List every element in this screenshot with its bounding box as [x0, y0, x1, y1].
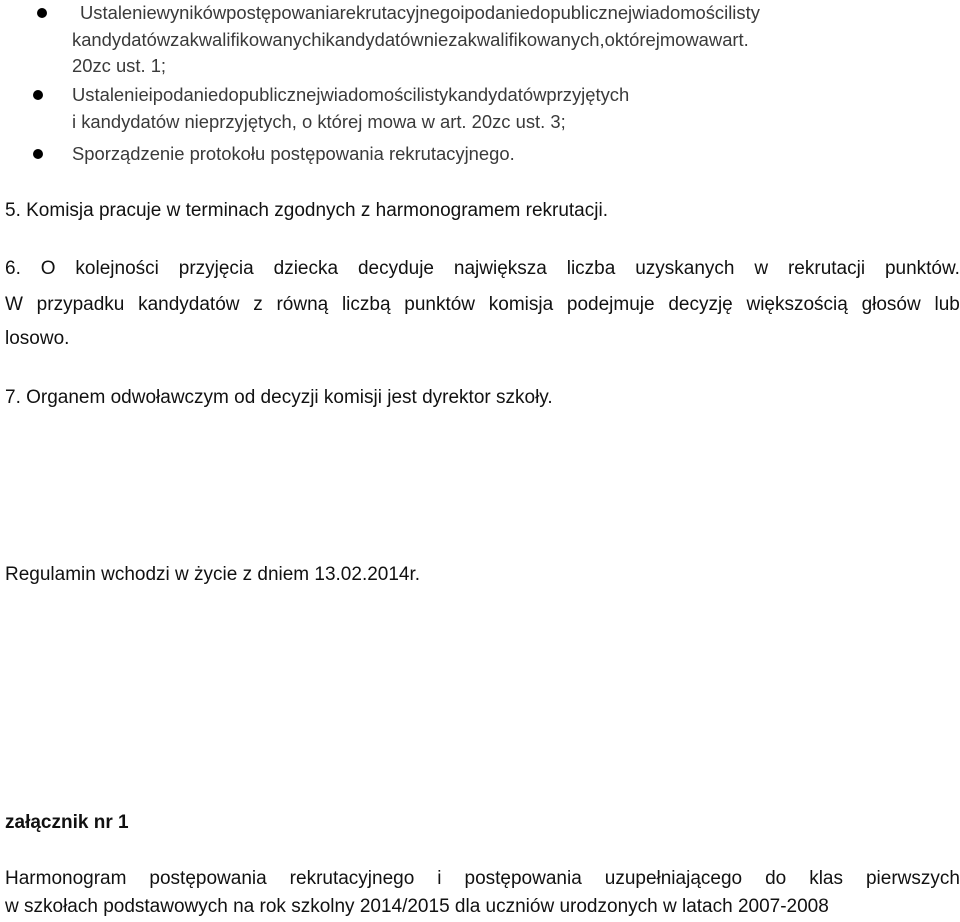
word: W	[5, 294, 23, 315]
word: podanie	[464, 2, 530, 23]
bullet-dot-icon	[33, 149, 43, 159]
word: kandydatów	[138, 294, 240, 315]
word: 6.	[5, 258, 21, 279]
word: wiadomości	[320, 84, 417, 105]
word: liczbą	[341, 294, 391, 315]
word: rekrutacyjnego	[289, 868, 415, 889]
bullet-item-results	[72, 0, 960, 80]
word: art.	[722, 28, 749, 50]
bullet-text-line	[72, 82, 960, 109]
word: pierwszych	[865, 868, 960, 889]
word: do	[218, 84, 239, 105]
word: i	[460, 2, 465, 23]
word: w	[754, 258, 769, 279]
word: równą	[276, 294, 329, 315]
word: o	[604, 28, 615, 50]
word: mowa	[659, 28, 709, 50]
bullet-text-line: Sporządzenie protokołu postępowania rekrutacyjnego.	[72, 143, 515, 164]
word: kandydatów	[448, 84, 547, 105]
word: liczba	[566, 258, 616, 279]
word: rekrutacji	[787, 258, 866, 279]
word: Harmonogram	[5, 868, 127, 889]
word: niezakwalifikowanych,	[423, 28, 605, 50]
word: klas	[809, 868, 843, 889]
word: listy	[728, 2, 760, 23]
word: publicznej	[238, 84, 321, 105]
attachment-description-line: w szkołach podstawowych na rok szkolny 2014/2015 dla uczniów urodzonych w latach 2007-2008	[5, 896, 829, 917]
word: i	[148, 84, 153, 105]
bullet-dot-icon	[33, 90, 43, 100]
attachment-description-line	[5, 864, 960, 894]
word: lub	[934, 294, 960, 315]
word: postępowania	[149, 868, 267, 889]
word: dziecka	[273, 258, 339, 279]
word: O	[40, 258, 56, 279]
bullet-dot-icon	[37, 8, 47, 18]
attachment-heading: załącznik nr 1	[5, 812, 129, 833]
word: Ustalenie	[80, 2, 157, 23]
word: uzyskanych	[635, 258, 735, 279]
word: podanie	[152, 84, 219, 105]
word: przyjęcia	[178, 258, 254, 279]
word: punktów.	[884, 258, 960, 279]
word: do	[529, 2, 551, 23]
word: której	[614, 28, 660, 50]
word: zakwalifikowanych	[170, 28, 322, 50]
word: rekrutacyjnego	[339, 2, 461, 23]
word: głosów	[861, 294, 921, 315]
bullet-item-lists	[72, 82, 960, 135]
word: kandydatów	[325, 28, 424, 50]
word: uzupełniającego	[604, 868, 743, 889]
word: przypadku	[36, 294, 125, 315]
effective-date: Regulamin wchodzi w życie z dniem 13.02.2014r.	[5, 564, 421, 585]
bullet-text-line: i kandydatów nieprzyjętych, o której mowa w art. 20zc ust. 3;	[72, 110, 566, 132]
word: przyjętych	[546, 84, 630, 105]
word: i	[321, 28, 326, 50]
word: i	[437, 868, 442, 889]
bullet-text-line: 20zc ust. 1;	[72, 55, 167, 76]
word: listy	[416, 84, 449, 105]
point-6-line	[5, 254, 960, 284]
word: postępowania	[464, 868, 582, 889]
word: decyzję	[668, 294, 733, 315]
word: podejmuje	[566, 294, 655, 315]
word: publicznej	[550, 2, 633, 23]
word: z	[253, 294, 263, 315]
word: wyników	[156, 2, 227, 23]
point-6-line: losowo.	[5, 328, 70, 349]
word: w	[708, 28, 723, 50]
point-5: 5. Komisja pracuje w terminach zgodnych z harmonogramem rekrutacji.	[5, 200, 608, 221]
word: większością	[746, 294, 848, 315]
word: największa	[453, 258, 547, 279]
word: komisja	[488, 294, 554, 315]
word: decyduje	[357, 258, 434, 279]
point-7: 7. Organem odwoławczym od decyzji komisji jest dyrektor szkoły.	[5, 387, 553, 408]
word: do	[765, 868, 787, 889]
bullet-item-protocol	[72, 141, 960, 168]
bullet-text-line	[80, 0, 960, 27]
word: kandydatów	[72, 28, 171, 50]
word: postępowania	[226, 2, 340, 23]
word: punktów	[404, 294, 476, 315]
word: Ustalenie	[72, 84, 149, 105]
point-6-line	[5, 290, 960, 320]
word: kolejności	[75, 258, 159, 279]
word: wiadomości	[632, 2, 729, 23]
bullet-text-line	[72, 27, 954, 54]
